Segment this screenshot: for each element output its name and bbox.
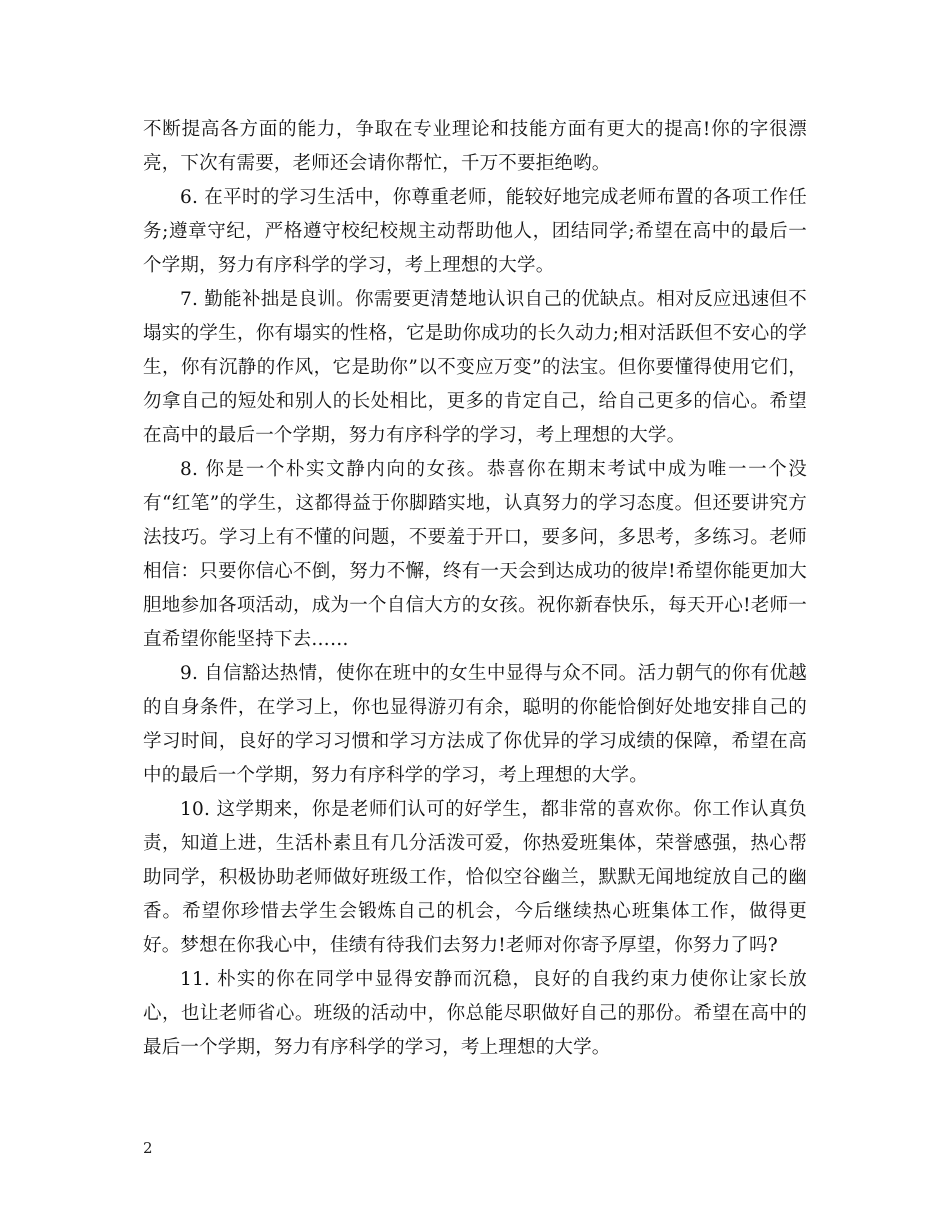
paragraph-item-6: 6. 在平时的学习生活中，你尊重老师，能较好地完成老师布置的各项工作任务;遵章守纪，严格遵守校纪校规主动帮助他人，团结同学;希望在高中的最后一个学期，努力有序科学的学习，考上理想的大学。 xyxy=(143,187,807,276)
paragraph-continuation: 不断提高各方面的能力，争取在专业理论和技能方面有更大的提高!你的字很漂亮，下次有需要，老师还会请你帮忙，千万不要拒绝哟。 xyxy=(143,119,807,174)
paragraph-item-10: 10. 这学期来，你是老师们认可的好学生，都非常的喜欢你。你工作认真负责，知道上进，生活朴素且有几分活泼可爱，你热爱班集体，荣誉感强，热心帮助同学，积极协助老师做好班级工作，恰似空谷幽兰，默默无闻地绽放自己的幽香。希望你珍惜去学生会锻炼自己的机会，今后继续热心班集体工作，做得更好。梦想在你我心中，佳绩有待我们去努力!老师对你寄予厚望，你努力了吗? xyxy=(143,799,807,956)
paragraph-item-8: 8. 你是一个朴实文静内向的女孩。恭喜你在期末考试中成为唯一一个没有“红笔”的学生，这都得益于你脚踏实地，认真努力的学习态度。但还要讲究方法技巧。学习上有不懂的问题，不要羞于开口，要多问，多思考，多练习。老师相信：只要你信心不倒，努力不懈，终有一天会到达成功的彼岸!希望你能更加大胆地参加各项活动，成为一个自信大方的女孩。祝你新春快乐，每天开心!老师一直希望你能坚持下去…… xyxy=(143,459,807,650)
paragraph-item-9: 9. 自信豁达热情，使你在班中的女生中显得与众不同。活力朝气的你有优越的自身条件，在学习上，你也显得游刃有余，聪明的你能恰倒好处地安排自己的学习时间，良好的学习习惯和学习方法成了你优异的学习成绩的保障，希望在高中的最后一个学期，努力有序科学的学习，考上理想的大学。 xyxy=(143,663,807,786)
page-number: 2 xyxy=(143,1139,153,1157)
document-body xyxy=(143,113,807,1065)
paragraph-item-7: 7. 勤能补拙是良训。你需要更清楚地认识自己的优缺点。相对反应迅速但不塌实的学生，你有塌实的性格，它是助你成功的长久动力;相对活跃但不安心的学生，你有沉静的作风，它是助你”以不变应万变”的法宝。但你要懂得使用它们，勿拿自己的短处和别人的长处相比，更多的肯定自己，给自己更多的信心。希望在高中的最后一个学期，努力有序科学的学习，考上理想的大学。 xyxy=(143,289,807,446)
paragraph-item-11: 11. 朴实的你在同学中显得安静而沉稳，良好的自我约束力使你让家长放心，也让老师省心。班级的活动中，你总能尽职做好自己的那份。希望在高中的最后一个学期，努力有序科学的学习，考上理想的大学。 xyxy=(143,969,807,1058)
